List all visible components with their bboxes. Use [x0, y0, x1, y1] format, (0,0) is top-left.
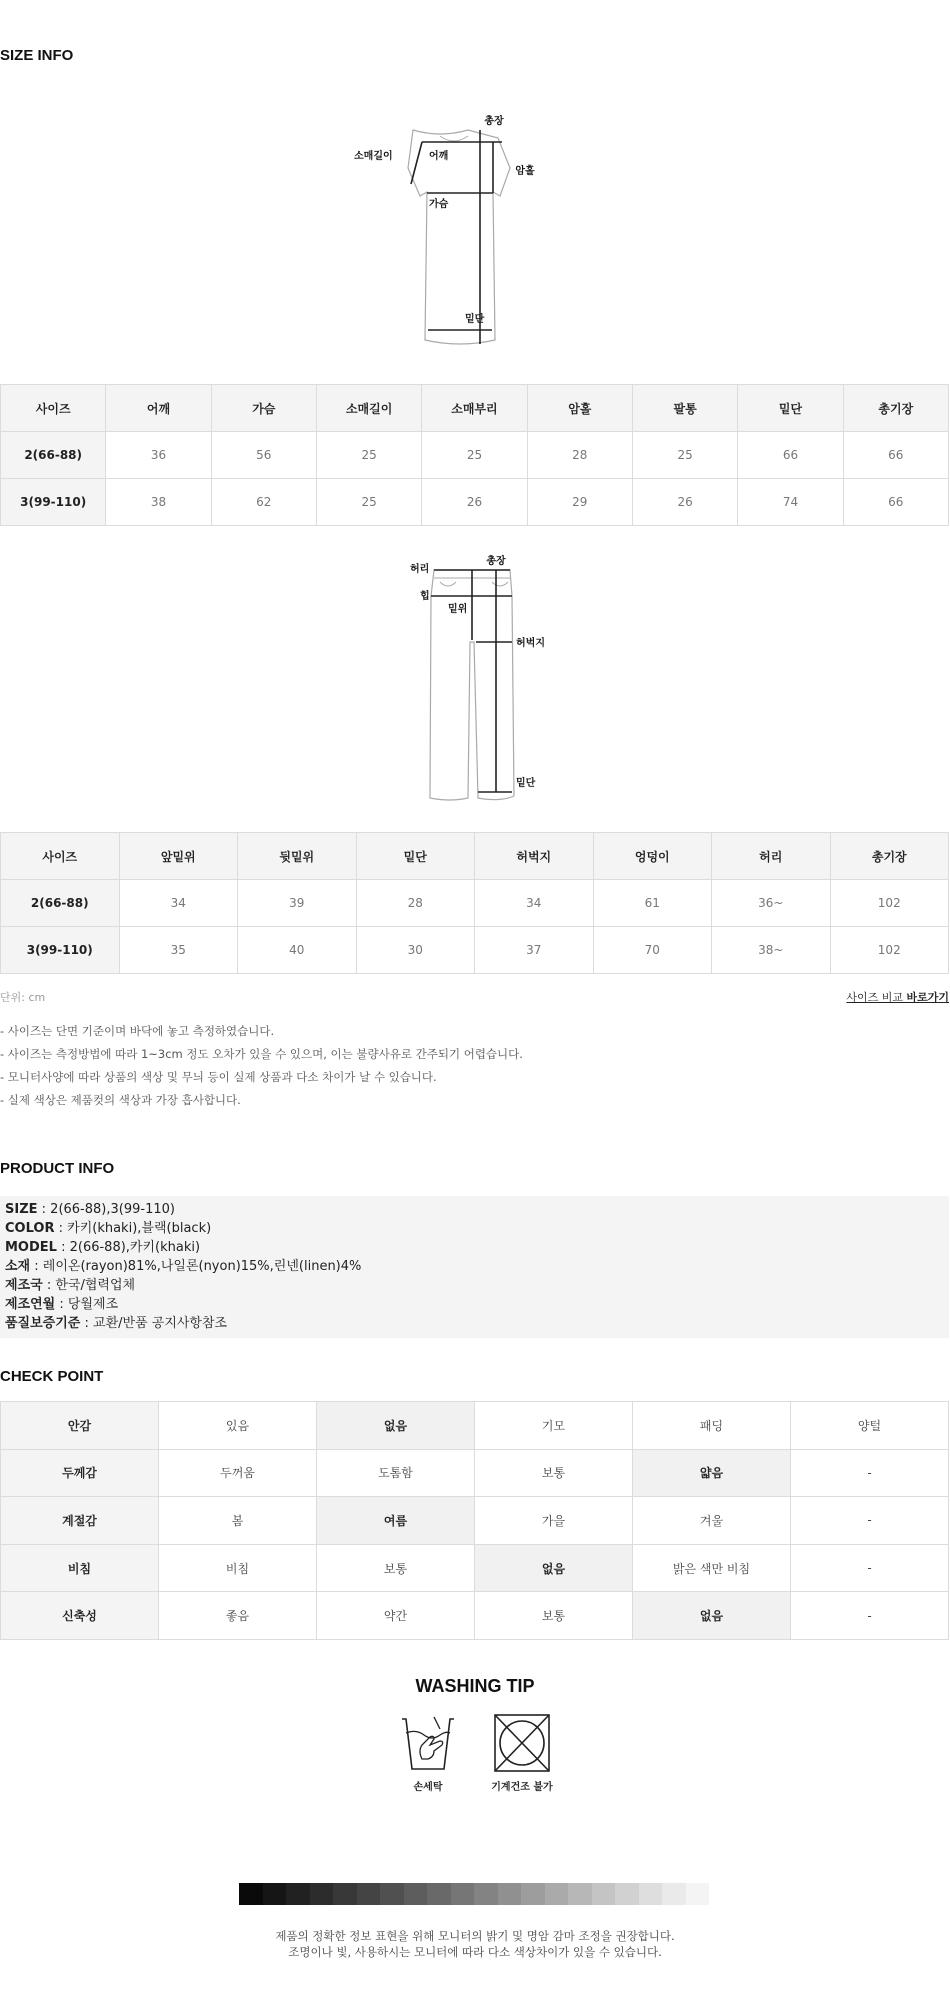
gray-swatch: [286, 1883, 310, 1905]
product-info-separator: :: [80, 1316, 94, 1331]
table-header-cell: 밑단: [356, 833, 475, 880]
product-info-row: [5, 1219, 949, 1238]
hand-wash-label: 손세탁: [413, 1782, 443, 1793]
top-label-length: 총장: [484, 116, 504, 127]
table-cell: 35: [119, 927, 238, 974]
note-item: - 사이즈는 측정방법에 따라 1~3cm 정도 오차가 있을 수 있으며, 이는 불량사유로 간주되기 어렵습니다.: [0, 1047, 523, 1061]
check-option: 기모: [475, 1402, 633, 1450]
unit-label: 단위: cm: [0, 991, 46, 1004]
top-label-armhole: 암홀: [515, 166, 535, 177]
note-item: - 사이즈는 단면 기준이며 바닥에 놓고 측정하였습니다.: [0, 1024, 275, 1038]
table-cell: 29: [527, 479, 632, 526]
pants-diagram: [400, 552, 560, 807]
check-option-selected: 없음: [633, 1592, 791, 1640]
table-cell: 62: [211, 479, 316, 526]
table-header-cell: 총기장: [843, 385, 948, 432]
pants-label-thigh: 허벅지: [516, 638, 545, 649]
gray-swatch: [568, 1883, 592, 1905]
check-option: 보통: [317, 1544, 475, 1592]
pants-label-length: 총장: [486, 556, 506, 567]
pants-label-waist: 허리: [410, 564, 430, 575]
table-row: [1, 479, 949, 526]
product-info-separator: :: [55, 1297, 68, 1312]
check-option: 있음: [159, 1402, 317, 1450]
product-info-row: [5, 1238, 949, 1257]
product-info-value: 교환/반품 공지사항참조: [93, 1316, 228, 1331]
top-garment-drawing: [350, 112, 570, 352]
top-label-sleeve: 소매길이: [354, 151, 393, 162]
table-header-cell: 총기장: [830, 833, 949, 880]
size-compare-link-label: 바로가기: [906, 991, 949, 1004]
table-header-cell: 앞밑위: [119, 833, 238, 880]
gray-swatch: [662, 1883, 686, 1905]
gray-swatch: [357, 1883, 381, 1905]
product-info-key: COLOR: [5, 1221, 55, 1236]
gray-swatch: [545, 1883, 569, 1905]
table-cell: 38: [106, 479, 211, 526]
table-cell: 30: [356, 927, 475, 974]
table-row: [1, 880, 949, 927]
gray-swatch: [592, 1883, 616, 1905]
note-item: - 실제 색상은 제품컷의 색상과 가장 흡사합니다.: [0, 1093, 241, 1107]
check-option-selected: 얇음: [633, 1449, 791, 1497]
table-cell: 38~: [712, 927, 831, 974]
table-cell: 25: [632, 432, 737, 479]
product-info-value: 한국/협력업체: [55, 1278, 136, 1293]
gray-scale-bar: [239, 1883, 709, 1905]
top-label-hem: 밑단: [465, 314, 485, 325]
table-header-row: [1, 385, 949, 432]
table-cell: 102: [830, 880, 949, 927]
check-option: 보통: [475, 1592, 633, 1640]
table-cell: 25: [422, 432, 527, 479]
unit-line: [0, 989, 949, 1007]
product-info-value: 2(66-88),3(99-110): [50, 1202, 175, 1217]
product-info-key: 품질보증기준: [5, 1316, 81, 1331]
product-info-value: 레이온(rayon)81%,나일론(nyon)15%,린넨(linen)4%: [42, 1259, 362, 1274]
check-row-label: 비침: [1, 1544, 159, 1592]
table-cell: 70: [593, 927, 712, 974]
product-info-row: [5, 1276, 949, 1295]
footer-line-1: 제품의 정확한 정보 표현을 위해 모니터의 밝기 및 명암 감마 조정을 권장합니다.: [275, 1929, 675, 1943]
table-header-row: [1, 833, 949, 880]
gray-swatch: [686, 1883, 710, 1905]
product-info-separator: :: [56, 1240, 70, 1255]
washing-tip-title: WASHING TIP: [415, 1676, 535, 1696]
table-cell: 34: [475, 880, 594, 927]
table-header-cell: 어깨: [106, 385, 211, 432]
product-info-row: [5, 1314, 949, 1333]
product-info-separator: :: [30, 1259, 43, 1274]
check-option: 약간: [317, 1592, 475, 1640]
gray-swatch: [615, 1883, 639, 1905]
table-header-cell: 암홀: [527, 385, 632, 432]
table-cell: 34: [119, 880, 238, 927]
product-info-row: [5, 1257, 949, 1276]
table-header-cell: 가슴: [211, 385, 316, 432]
product-info-key: MODEL: [5, 1240, 57, 1255]
product-info-title: PRODUCT INFO: [0, 1160, 115, 1177]
pants-label-hem: 밑단: [516, 778, 536, 789]
note-item: - 모니터사양에 따라 상품의 색상 및 무늬 등이 실제 상품과 다소 차이가 날 수 있습니다.: [0, 1070, 437, 1084]
gray-swatch: [498, 1883, 522, 1905]
check-option: 비침: [159, 1544, 317, 1592]
table-header-cell: 소매길이: [316, 385, 421, 432]
table-header-cell: 소매부리: [422, 385, 527, 432]
table-row: [1, 432, 949, 479]
table-header-cell: 밑단: [738, 385, 843, 432]
table-cell: 56: [211, 432, 316, 479]
product-info-row: [5, 1295, 949, 1314]
table-cell: 26: [422, 479, 527, 526]
check-option: -: [791, 1497, 949, 1545]
check-option: 겨울: [633, 1497, 791, 1545]
product-info-value: 카키(khaki),블랙(black): [67, 1221, 212, 1236]
table-cell: 66: [843, 432, 948, 479]
table-header-cell: 허벅지: [475, 833, 594, 880]
product-info-value: 당월제조: [67, 1297, 119, 1312]
check-row: [1, 1449, 949, 1497]
check-row: [1, 1497, 949, 1545]
check-option: 도톰함: [317, 1449, 475, 1497]
product-info-box: [0, 1196, 949, 1338]
check-option: 가을: [475, 1497, 633, 1545]
check-row-label: 계절감: [1, 1497, 159, 1545]
table-header-cell: 뒷밑위: [238, 833, 357, 880]
gray-swatch: [474, 1883, 498, 1905]
table-cell: 66: [843, 479, 948, 526]
table-cell: 40: [238, 927, 357, 974]
product-info-key: SIZE: [5, 1202, 38, 1217]
table-cell: 39: [238, 880, 357, 927]
check-option: 밝은 색만 비침: [633, 1544, 791, 1592]
size-compare-prefix: 사이즈 비교: [846, 991, 907, 1004]
table-cell: 28: [527, 432, 632, 479]
gray-swatch: [263, 1883, 287, 1905]
check-option: 좋음: [159, 1592, 317, 1640]
check-row-label: 신축성: [1, 1592, 159, 1640]
product-info-separator: :: [54, 1221, 68, 1236]
check-option: 봄: [159, 1497, 317, 1545]
gray-swatch: [380, 1883, 404, 1905]
table-header-cell: 엉덩이: [593, 833, 712, 880]
check-row-label: 두께감: [1, 1449, 159, 1497]
product-info-separator: :: [42, 1278, 56, 1293]
gray-swatch: [639, 1883, 663, 1905]
footer-line-2: 조명이나 빛, 사용하시는 모니터에 따라 다소 색상차이가 있을 수 있습니다.: [288, 1945, 662, 1959]
check-option: -: [791, 1449, 949, 1497]
check-option: -: [791, 1592, 949, 1640]
top-size-table: [0, 384, 949, 526]
no-machine-dry-label: 기계건조 불가: [491, 1782, 553, 1793]
table-row: [1, 927, 949, 974]
table-cell: 25: [316, 479, 421, 526]
table-row-size: 2(66-88): [1, 432, 106, 479]
product-info-key: 제조연월: [5, 1297, 56, 1312]
table-cell: 28: [356, 880, 475, 927]
gray-swatch: [239, 1883, 263, 1905]
check-row: [1, 1544, 949, 1592]
gray-swatch: [451, 1883, 475, 1905]
size-compare-link[interactable]: [846, 989, 949, 1005]
table-cell: 26: [632, 479, 737, 526]
table-cell: 36: [106, 432, 211, 479]
table-cell: 25: [316, 432, 421, 479]
check-point-table: [0, 1401, 949, 1640]
check-option: 보통: [475, 1449, 633, 1497]
table-row-size: 3(99-110): [1, 927, 120, 974]
top-label-chest: 가슴: [429, 199, 449, 210]
pants-label-hip: 힙: [420, 591, 430, 602]
gray-swatch: [310, 1883, 334, 1905]
check-point-title: CHECK POINT: [0, 1368, 104, 1385]
check-option: 두꺼움: [159, 1449, 317, 1497]
gray-swatch: [521, 1883, 545, 1905]
table-cell: 61: [593, 880, 712, 927]
no-machine-dry-icon: [493, 1713, 551, 1773]
check-option: -: [791, 1544, 949, 1592]
table-cell: 36~: [712, 880, 831, 927]
pants-label-rise: 밑위: [448, 604, 468, 615]
hand-wash-icon: [400, 1715, 456, 1775]
check-row: [1, 1592, 949, 1640]
product-info-key: 제조국: [5, 1278, 43, 1293]
table-cell: 74: [738, 479, 843, 526]
size-notes: [0, 1020, 949, 1112]
top-label-shoulder: 어깨: [429, 151, 449, 162]
product-info-value: 2(66-88),카키(khaki): [69, 1240, 201, 1255]
check-option-selected: 없음: [317, 1402, 475, 1450]
gray-swatch: [427, 1883, 451, 1905]
table-header-cell: 사이즈: [1, 833, 120, 880]
table-header-cell: 허리: [712, 833, 831, 880]
pants-drawing: [400, 552, 560, 807]
product-info-key: 소재: [5, 1259, 31, 1274]
table-header-cell: 팔통: [632, 385, 737, 432]
check-row-label: 안감: [1, 1402, 159, 1450]
table-row-size: 2(66-88): [1, 880, 120, 927]
product-info-separator: :: [37, 1202, 51, 1217]
check-option-selected: 여름: [317, 1497, 475, 1545]
size-info-title: SIZE INFO: [0, 47, 74, 64]
check-option-selected: 없음: [475, 1544, 633, 1592]
check-option: 패딩: [633, 1402, 791, 1450]
gray-swatch: [333, 1883, 357, 1905]
table-row-size: 3(99-110): [1, 479, 106, 526]
table-header-cell: 사이즈: [1, 385, 106, 432]
table-cell: 66: [738, 432, 843, 479]
table-cell: 102: [830, 927, 949, 974]
product-info-row: [5, 1200, 949, 1219]
pants-size-table: [0, 832, 949, 974]
gray-swatch: [404, 1883, 428, 1905]
check-row: [1, 1402, 949, 1450]
table-cell: 37: [475, 927, 594, 974]
check-option: 양털: [791, 1402, 949, 1450]
top-garment-diagram: [350, 112, 570, 352]
